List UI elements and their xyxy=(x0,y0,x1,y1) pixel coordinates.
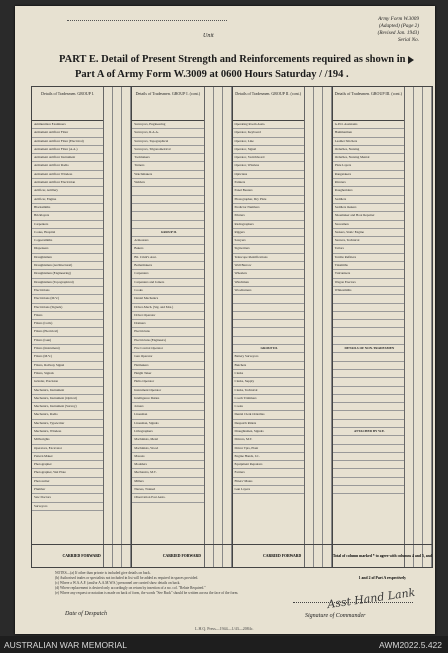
trade-row: Mechanics, Wireless xyxy=(32,428,103,436)
trade-row: Photographer, Wet Plate xyxy=(32,469,103,477)
trade-row: Draughtsmen (Architectural) xyxy=(32,262,103,270)
trade-row xyxy=(233,312,304,320)
trade-row: Height Taker xyxy=(132,370,203,378)
trade-row xyxy=(233,304,304,312)
form-number-block xyxy=(378,16,419,44)
trade-row xyxy=(132,187,203,195)
trade-row: Drivers, M.T. xyxy=(233,436,304,444)
watermark-bar xyxy=(0,636,448,653)
trade-row: Electricians xyxy=(132,328,203,336)
trade-row xyxy=(233,295,304,303)
count-column[interactable] xyxy=(423,87,432,567)
trade-row: Wagon Erectors xyxy=(333,279,404,287)
trade-row: Tinsmiths xyxy=(333,262,404,270)
title-line-1-text: PART E. Detail of Present Strength and Reinforcements required as shown in xyxy=(59,54,406,65)
trade-row: Carpenters and Joiners xyxy=(132,279,203,287)
trade-row: Signwriters xyxy=(233,245,304,253)
trade-row xyxy=(333,337,404,345)
trade-row: Printers xyxy=(233,212,304,220)
trade-row: Fitters (Electrical) xyxy=(32,328,103,336)
trade-row: Instrument Operator xyxy=(132,387,203,395)
trade-row: Linesman, Signals xyxy=(132,420,203,428)
trade-row: Linesman xyxy=(132,411,203,419)
trade-row xyxy=(333,403,404,411)
trade-row: Cooks xyxy=(233,403,304,411)
trade-row: Draughtsmen, Signals xyxy=(233,428,304,436)
unit-label: Unit xyxy=(203,33,214,39)
form-page xyxy=(15,6,435,634)
trade-row: Armourers xyxy=(132,237,203,245)
trade-row: Electricians (Engineers) xyxy=(132,337,203,345)
trade-row: Whitesmiths xyxy=(333,287,404,295)
trade-row: Operators, Excavator xyxy=(32,445,103,453)
trade-row: ATTACHED BY W.E. xyxy=(333,428,404,436)
watermark-left: AUSTRALIAN WAR MEMORIAL xyxy=(4,640,127,650)
trade-row xyxy=(132,212,203,220)
trade-row: Battery Surveyors xyxy=(233,353,304,361)
trade-row: Millers xyxy=(132,478,203,486)
trade-row: Carpenters xyxy=(32,221,103,229)
trade-row: Orderlies, Nursing Mental xyxy=(333,154,404,162)
trade-row: Armament Artificer Fitter (A.A.) xyxy=(32,146,103,154)
title-line-2: Part A of Army Form W.3009 at 0600 Hours Saturday / /194 . xyxy=(75,69,349,80)
trade-row: Saddlers xyxy=(333,196,404,204)
trade-row: Predictor Numbers xyxy=(233,204,304,212)
trade-row xyxy=(333,453,404,461)
trade-names-column xyxy=(132,87,204,567)
trade-row: Artificer, Artillery xyxy=(32,187,103,195)
trade-row: Armament Artificer Electrician xyxy=(32,179,103,187)
trade-row xyxy=(333,312,404,320)
trade-row: Ammunition Examiners xyxy=(32,121,103,129)
trade-row: Intelligence Duties xyxy=(132,395,203,403)
count-column[interactable] xyxy=(405,87,414,567)
trade-row: Armament Artificer Instrument xyxy=(32,154,103,162)
trade-row xyxy=(333,436,404,444)
trade-row: Surveyors xyxy=(32,503,103,511)
trade-row: Fitters, Railway Signal xyxy=(32,362,103,370)
trade-row: Bricklayers xyxy=(32,212,103,220)
trade-row: Radiographers xyxy=(233,221,304,229)
trade-row: Draughtsmen xyxy=(32,254,103,262)
trade-row: Butchers xyxy=(233,362,304,370)
trade-row: Welders xyxy=(132,179,203,187)
trade-row: Machinists, Metal xyxy=(132,436,203,444)
trade-row xyxy=(333,445,404,453)
date-of-despatch-label: Date of Despatch xyxy=(65,611,107,617)
trade-row: Engine Hands, I.C. xyxy=(233,453,304,461)
trade-row: Blt. Cmdr's Asst. xyxy=(132,254,203,262)
serial-label: Serial No. xyxy=(397,37,419,43)
trade-row xyxy=(333,486,404,494)
trade-row: Masons xyxy=(132,453,203,461)
trade-row: Operator, Keyboard xyxy=(233,129,304,137)
trade-row: Farriers xyxy=(233,469,304,477)
trade-row: Cooks xyxy=(132,287,203,295)
trade-row: Armament Artificer Fitter (Electrical) xyxy=(32,138,103,146)
trade-row: Mechanics, Instrument (Survey) xyxy=(32,403,103,411)
trade-row: Watchmakers xyxy=(132,171,203,179)
trade-row xyxy=(333,378,404,386)
trade-row xyxy=(333,395,404,403)
trade-row: Coppersmiths xyxy=(32,237,103,245)
trade-row: Winchmen xyxy=(233,279,304,287)
trade-row: Panel Beaters xyxy=(233,187,304,195)
trade-row: Mechanics, Radio xyxy=(32,411,103,419)
trade-row: Stokers, Static Engine xyxy=(333,229,404,237)
trade-row: Coach Trimmers xyxy=(233,395,304,403)
handwritten-signature: Asst Hand Lank xyxy=(326,585,417,612)
trade-row: Electricians (M.V.) xyxy=(32,295,103,303)
trade-row: Gun Layers xyxy=(233,486,304,494)
trade-row: GROUP III. xyxy=(233,345,304,353)
trade-row: Sawyers xyxy=(233,237,304,245)
trade-row: Leather Stitchers xyxy=(333,138,404,146)
trade-row: G.P.O. Assistants xyxy=(333,121,404,129)
trade-row: Wheelers xyxy=(233,270,304,278)
trade-row: Textile Refitters xyxy=(333,254,404,262)
trade-row: Armament Artificer Wireless xyxy=(32,171,103,179)
carried-forward: Total of column marked * to agree with columns 4 and 5, and 1 and 2 of Part A respectively xyxy=(333,544,432,567)
title-line-1 xyxy=(59,54,414,65)
trade-row: Shoemaker and Boot Repairer xyxy=(333,212,404,220)
trade-row: Surveyors, Topographical xyxy=(132,138,203,146)
trade-row: Riggers xyxy=(233,229,304,237)
count-column[interactable] xyxy=(214,87,223,567)
trade-row: Moulders xyxy=(132,461,203,469)
note-line: NOTES—(a) If other than private is included give details on back. xyxy=(55,571,151,575)
trade-row xyxy=(333,387,404,395)
trade-row: Operator, Switchboard xyxy=(233,154,304,162)
trade-row: Fitters (M.V.) xyxy=(32,353,103,361)
trade-row: Storesmen xyxy=(333,221,404,229)
trade-row: Joiners xyxy=(132,403,203,411)
count-column[interactable] xyxy=(323,87,332,567)
trade-row xyxy=(333,370,404,378)
form-line-1: Army Form W.3009 xyxy=(378,16,419,22)
trade-row: Operator, Line xyxy=(233,138,304,146)
trade-row: Photowriter xyxy=(32,478,103,486)
trade-row: Draughtsmen (Engineering) xyxy=(32,270,103,278)
trade-row: Clerks xyxy=(233,370,304,378)
trade-row: Woodturners xyxy=(233,287,304,295)
trade-row: Turners xyxy=(132,162,203,170)
note-line: (c) Where a W.A.A.F. (and/or A.A.M.W.S.) personnel are carried show details on back. xyxy=(55,581,181,585)
trade-row xyxy=(333,420,404,428)
trade-row: Saddlers makers xyxy=(333,204,404,212)
trade-names-column xyxy=(32,87,104,567)
trade-row: Carpenters xyxy=(132,270,203,278)
trade-row: Orderlies, Nursing xyxy=(333,146,404,154)
trade-row: Plate Layers xyxy=(333,162,404,170)
form-line-2: (Adapted) (Page 2) xyxy=(378,23,419,29)
trade-row: Helio Operator xyxy=(132,378,203,386)
note-line: (b) Authorised trades or specialists not included in list will be added as required in spaces provided. xyxy=(55,576,199,580)
trade-row: Artificer, Engine xyxy=(32,196,103,204)
trade-row: Vulcanisers xyxy=(333,270,404,278)
trade-row: Mechanics, Instrument xyxy=(32,387,103,395)
trade-row xyxy=(333,320,404,328)
table-column xyxy=(32,87,132,567)
trade-row: Fitters' Mates xyxy=(233,478,304,486)
trade-row: Armament Artificer Fitter xyxy=(32,129,103,137)
trade-row xyxy=(333,411,404,419)
trade-row: Surveyors, R.A.A. xyxy=(132,129,203,137)
column-header: Details of Tradesmen. GROUP II. (cont.) xyxy=(233,87,304,121)
trade-row xyxy=(132,204,203,212)
watermark-right: AWM2022.5.422 xyxy=(379,640,442,650)
trade-row: Telescope Identifications xyxy=(233,254,304,262)
trade-row: Nurses, Trained xyxy=(132,486,203,494)
trade-row: Blacksmiths xyxy=(32,204,103,212)
column-header: Details of Tradesmen. GROUP III. (cont.) xyxy=(333,87,404,121)
unit-line xyxy=(67,20,227,21)
count-column[interactable] xyxy=(104,87,113,567)
carried-forward: CARRIED FORWARD xyxy=(233,544,332,567)
trade-row: Photographer xyxy=(32,461,103,469)
trade-row: Surveyors, Engineering xyxy=(132,121,203,129)
count-column[interactable] xyxy=(122,87,131,567)
printer-imprint: L.H.Q. Press—1944—1/43—2084c. xyxy=(195,626,254,631)
trade-row: Dispensers xyxy=(32,245,103,253)
trade-row: Operator, Signal xyxy=(233,146,304,154)
trade-row: Draughtsmen (Topographical) xyxy=(32,279,103,287)
trade-row: Photographer, Dry Plate xyxy=(233,196,304,204)
trade-row: DETAILS OF NON-TRADESMEN xyxy=(333,345,404,353)
trade-row xyxy=(132,196,203,204)
trade-row xyxy=(233,320,304,328)
trade-row xyxy=(333,304,404,312)
trade-row: Fitters xyxy=(32,312,103,320)
trade-row: Operator, Wireless xyxy=(233,162,304,170)
trade-row: Electricians (Signals) xyxy=(32,304,103,312)
trade-row: Gun Operator xyxy=(132,353,203,361)
trade-row xyxy=(233,337,304,345)
trade-row xyxy=(333,362,404,370)
trade-row xyxy=(333,353,404,361)
trade-row: Bakers xyxy=(132,245,203,253)
trade-row: Operating Room Assts. xyxy=(233,121,304,129)
trade-row: Opticians xyxy=(233,171,304,179)
column-header: Details of Tradesmen. GROUP I. xyxy=(32,87,103,121)
table-column xyxy=(132,87,232,567)
trade-row: Hatmakers xyxy=(132,362,203,370)
trade-row: Mechanics, M.T. xyxy=(132,469,203,477)
trade-row: Driver Tpts, Plant xyxy=(233,445,304,453)
trade-row xyxy=(333,295,404,303)
trade-row: Driver Operator xyxy=(132,312,203,320)
trade-row: Mechanics, Typewriter xyxy=(32,420,103,428)
trade-row: Driver-Mech. (Sig. and Mot.) xyxy=(132,304,203,312)
trade-row: Surveyors, Trigonometrical xyxy=(132,146,203,154)
trade-names-column xyxy=(233,87,305,567)
form-line-3: (Revised Jan. 1943) xyxy=(377,30,419,36)
trade-row: Hammermen xyxy=(333,129,404,137)
table-column xyxy=(332,87,432,580)
trade-row: Drainers xyxy=(132,320,203,328)
trade-row: Armament Artificer Radio xyxy=(32,162,103,170)
trade-row: Fitters (Gun) xyxy=(32,337,103,345)
count-column[interactable] xyxy=(414,87,423,567)
trade-row: Machinists, Wood xyxy=(132,445,203,453)
trade-row: Pattern Maker xyxy=(32,453,103,461)
trade-row xyxy=(132,221,203,229)
trade-row: Millwrights xyxy=(32,436,103,444)
carried-forward: CARRIED FORWARD xyxy=(132,544,231,567)
trade-row: Observation Post Assts. xyxy=(132,494,203,502)
trade-row: Clerks, Technical xyxy=(233,387,304,395)
count-column[interactable] xyxy=(223,87,232,567)
trade-row xyxy=(333,469,404,477)
trade-row: Saw Doctors xyxy=(32,494,103,502)
note-line: (e) Where any request or notation is made on back of form, the words "See Back" should be written across the face of the form. xyxy=(55,591,239,595)
trade-row: Mechanics, Instrument (Optical) xyxy=(32,395,103,403)
table-column xyxy=(233,87,333,567)
trade-row xyxy=(333,478,404,486)
trade-row: Wall Barrow xyxy=(233,262,304,270)
signature-label: Signature of Commander xyxy=(305,613,366,619)
trade-row: Equipment Repairers xyxy=(233,461,304,469)
trade-row: Fitters (Coils) xyxy=(32,320,103,328)
trade-row: Rangetakers xyxy=(333,171,404,179)
trade-row: Rougheriders xyxy=(333,187,404,195)
trade-row: Sterrers, Technical xyxy=(333,237,404,245)
trade-row: Fitters (Instrument) xyxy=(32,345,103,353)
carried-forward: CARRIED FORWARD xyxy=(32,544,131,567)
trade-row: Toolmakers xyxy=(132,154,203,162)
trade-row: GROUP II. xyxy=(132,229,203,237)
trade-row: Riveters xyxy=(333,179,404,187)
count-column[interactable] xyxy=(113,87,122,567)
trade-row: Despatch Riders xyxy=(233,420,304,428)
trade-row xyxy=(333,328,404,336)
column-header: Details of Tradesmen. GROUP I. (cont.) xyxy=(132,87,203,121)
trade-row: Boilermakers xyxy=(132,262,203,270)
trade-row: Plumber xyxy=(32,486,103,494)
count-column[interactable] xyxy=(305,87,314,567)
trade-row xyxy=(333,461,404,469)
trade-row: Tailors xyxy=(333,245,404,253)
note-line: (d) Where replacement is desired only accordingly on return by insertion of a no. col. "Relate Required." xyxy=(55,586,206,590)
trade-row xyxy=(233,328,304,336)
trade-row: Electricians xyxy=(32,287,103,295)
count-column[interactable] xyxy=(205,87,214,567)
arrow-icon xyxy=(408,56,414,64)
trade-row: Lithographers xyxy=(132,428,203,436)
trade-row: Clerks, Supply xyxy=(233,378,304,386)
trade-row: Grinder, Precision xyxy=(32,378,103,386)
trade-row: Fire Control Operator xyxy=(132,345,203,353)
trade-row: Fitters, Signals xyxy=(32,370,103,378)
trade-row: Dental Mechanics xyxy=(132,295,203,303)
trade-row: Painters xyxy=(233,179,304,187)
trade-row: Dental Clerk Orderlies xyxy=(233,411,304,419)
count-column[interactable] xyxy=(314,87,323,567)
trade-names-column xyxy=(333,87,405,567)
trade-row: Cooks, Hospital xyxy=(32,229,103,237)
